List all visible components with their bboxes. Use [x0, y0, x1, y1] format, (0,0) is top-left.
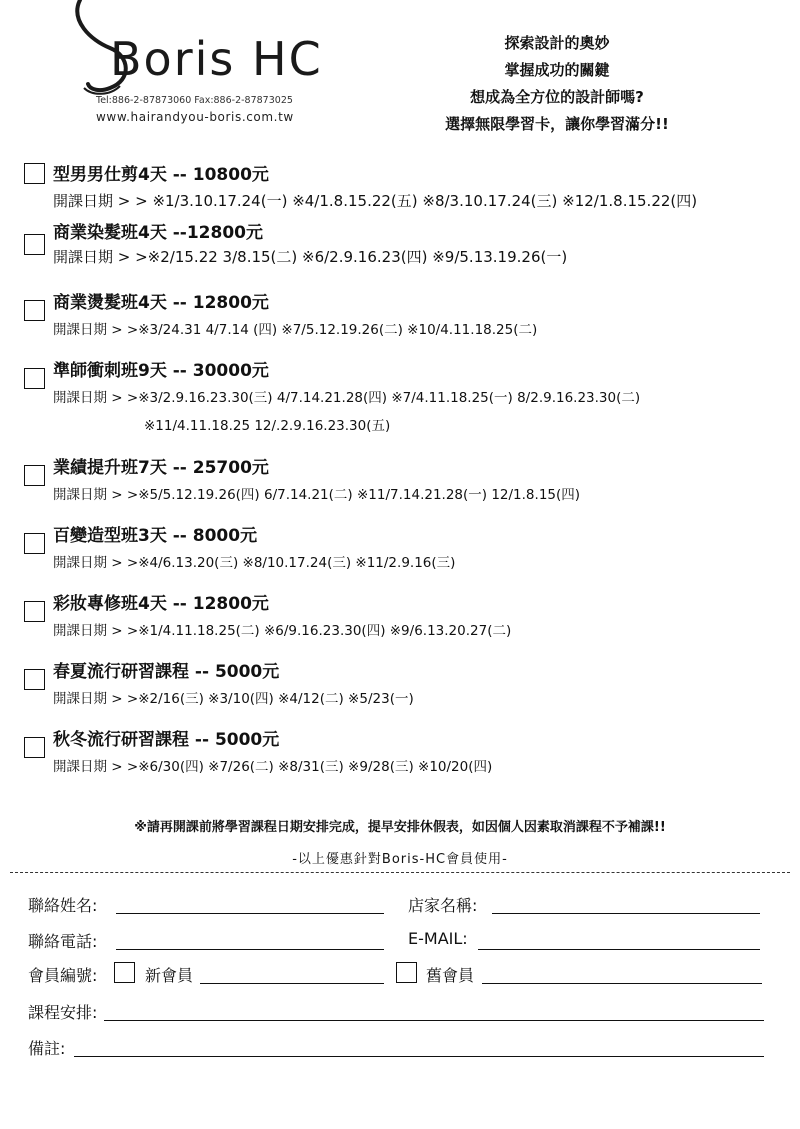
phone-field[interactable]: [116, 949, 384, 950]
phone-label: 聯絡電話:: [28, 932, 98, 951]
brand-name: Boris HC: [110, 32, 323, 86]
course-checkbox[interactable]: [24, 533, 45, 554]
course-title: 型男男仕剪4天 -- 10800元: [53, 165, 269, 185]
course-checkbox[interactable]: [24, 300, 45, 321]
slogan-line: 掌握成功的關鍵: [504, 61, 610, 79]
member-no-label: 會員編號:: [28, 966, 98, 985]
course-title: 彩妝專修班4天 -- 12800元: [53, 594, 269, 614]
store-field[interactable]: [492, 913, 760, 914]
course-dates: 開課日期 > >※5/5.12.19.26(四) 6/7.14.21(二) ※11/7.14.21.28(一) 12/1.8.15(四): [53, 487, 581, 503]
course-title: 秋冬流行研習課程 -- 5000元: [53, 730, 280, 750]
old-member-field[interactable]: [482, 983, 762, 984]
course-title: 春夏流行研習課程 -- 5000元: [53, 662, 280, 682]
cancellation-notice: ※請再開課前將學習課程日期安排完成，提早安排休假表，如因個人因素取消課程不予補課!!: [134, 820, 666, 835]
course-checkbox[interactable]: [24, 465, 45, 486]
remarks-field[interactable]: [74, 1056, 764, 1057]
new-member-checkbox[interactable]: [114, 962, 135, 983]
course-title: 準師衝刺班9天 -- 30000元: [53, 361, 269, 381]
course-title: 商業染髮班4天 --12800元: [53, 223, 264, 243]
course-dates: 開課日期 > >※1/4.11.18.25(二) ※6/9.16.23.30(四) ※9/6.13.20.27(二): [53, 623, 512, 639]
logo: [70, 0, 330, 130]
slogan-line: 選擇無限學習卡，讓你學習滿分!!: [445, 115, 669, 133]
course-checkbox[interactable]: [24, 737, 45, 758]
new-member-field[interactable]: [200, 983, 384, 984]
course-checkbox[interactable]: [24, 368, 45, 389]
schedule-field[interactable]: [104, 1020, 764, 1021]
name-field[interactable]: [116, 913, 384, 914]
store-label: 店家名稱:: [408, 896, 478, 915]
old-member-checkbox[interactable]: [396, 962, 417, 983]
course-dates: 開課日期 > >※3/24.31 4/7.14 (四) ※7/5.12.19.26(二) ※10/4.11.18.25(二): [53, 322, 538, 338]
old-member-label: 舊會員: [426, 966, 475, 985]
course-checkbox[interactable]: [24, 234, 45, 255]
cut-line: [10, 872, 790, 873]
course-title: 業績提升班7天 -- 25700元: [53, 458, 269, 478]
course-title: 百變造型班3天 -- 8000元: [53, 526, 258, 546]
course-dates: 開課日期 > > ※1/3.10.17.24(一) ※4/1.8.15.22(五) ※8/3.10.17.24(三) ※12/1.8.15.22(四): [53, 192, 698, 210]
course-dates-continued: ※11/4.11.18.25 12/.2.9.16.23.30(五): [144, 418, 391, 434]
member-note: -以上優惠針對Boris-HC會員使用-: [292, 852, 508, 867]
slogan: [392, 30, 722, 138]
course-title: 商業燙髮班4天 -- 12800元: [53, 293, 269, 313]
slogan-line: 想成為全方位的設計師嗎?: [470, 88, 644, 106]
website-url: www.hairandyou-boris.com.tw: [96, 110, 294, 124]
schedule-label: 課程安排:: [28, 1003, 98, 1022]
course-dates: 開課日期 > >※3/2.9.16.23.30(三) 4/7.14.21.28(四) ※7/4.11.18.25(一) 8/2.9.16.23.30(二): [53, 390, 641, 406]
course-dates: 開課日期 > >※2/15.22 3/8.15(二) ※6/2.9.16.23(四) ※9/5.13.19.26(一): [53, 248, 568, 266]
course-dates: 開課日期 > >※2/16(三) ※3/10(四) ※4/12(二) ※5/23(一): [53, 691, 414, 707]
course-checkbox[interactable]: [24, 163, 45, 184]
course-checkbox[interactable]: [24, 669, 45, 690]
name-label: 聯絡姓名:: [28, 896, 98, 915]
course-dates: 開課日期 > >※6/30(四) ※7/26(二) ※8/31(三) ※9/28(三) ※10/20(四): [53, 759, 493, 775]
new-member-label: 新會員: [145, 966, 194, 985]
email-label: E-MAIL:: [408, 929, 468, 948]
contact-info: Tel:886-2-87873060 Fax:886-2-87873025: [96, 95, 293, 106]
course-checkbox[interactable]: [24, 601, 45, 622]
slogan-line: 探索設計的奧妙: [504, 34, 610, 52]
course-dates: 開課日期 > >※4/6.13.20(三) ※8/10.17.24(三) ※11/2.9.16(三): [53, 555, 456, 571]
email-field[interactable]: [478, 949, 760, 950]
remarks-label: 備註:: [28, 1039, 66, 1058]
